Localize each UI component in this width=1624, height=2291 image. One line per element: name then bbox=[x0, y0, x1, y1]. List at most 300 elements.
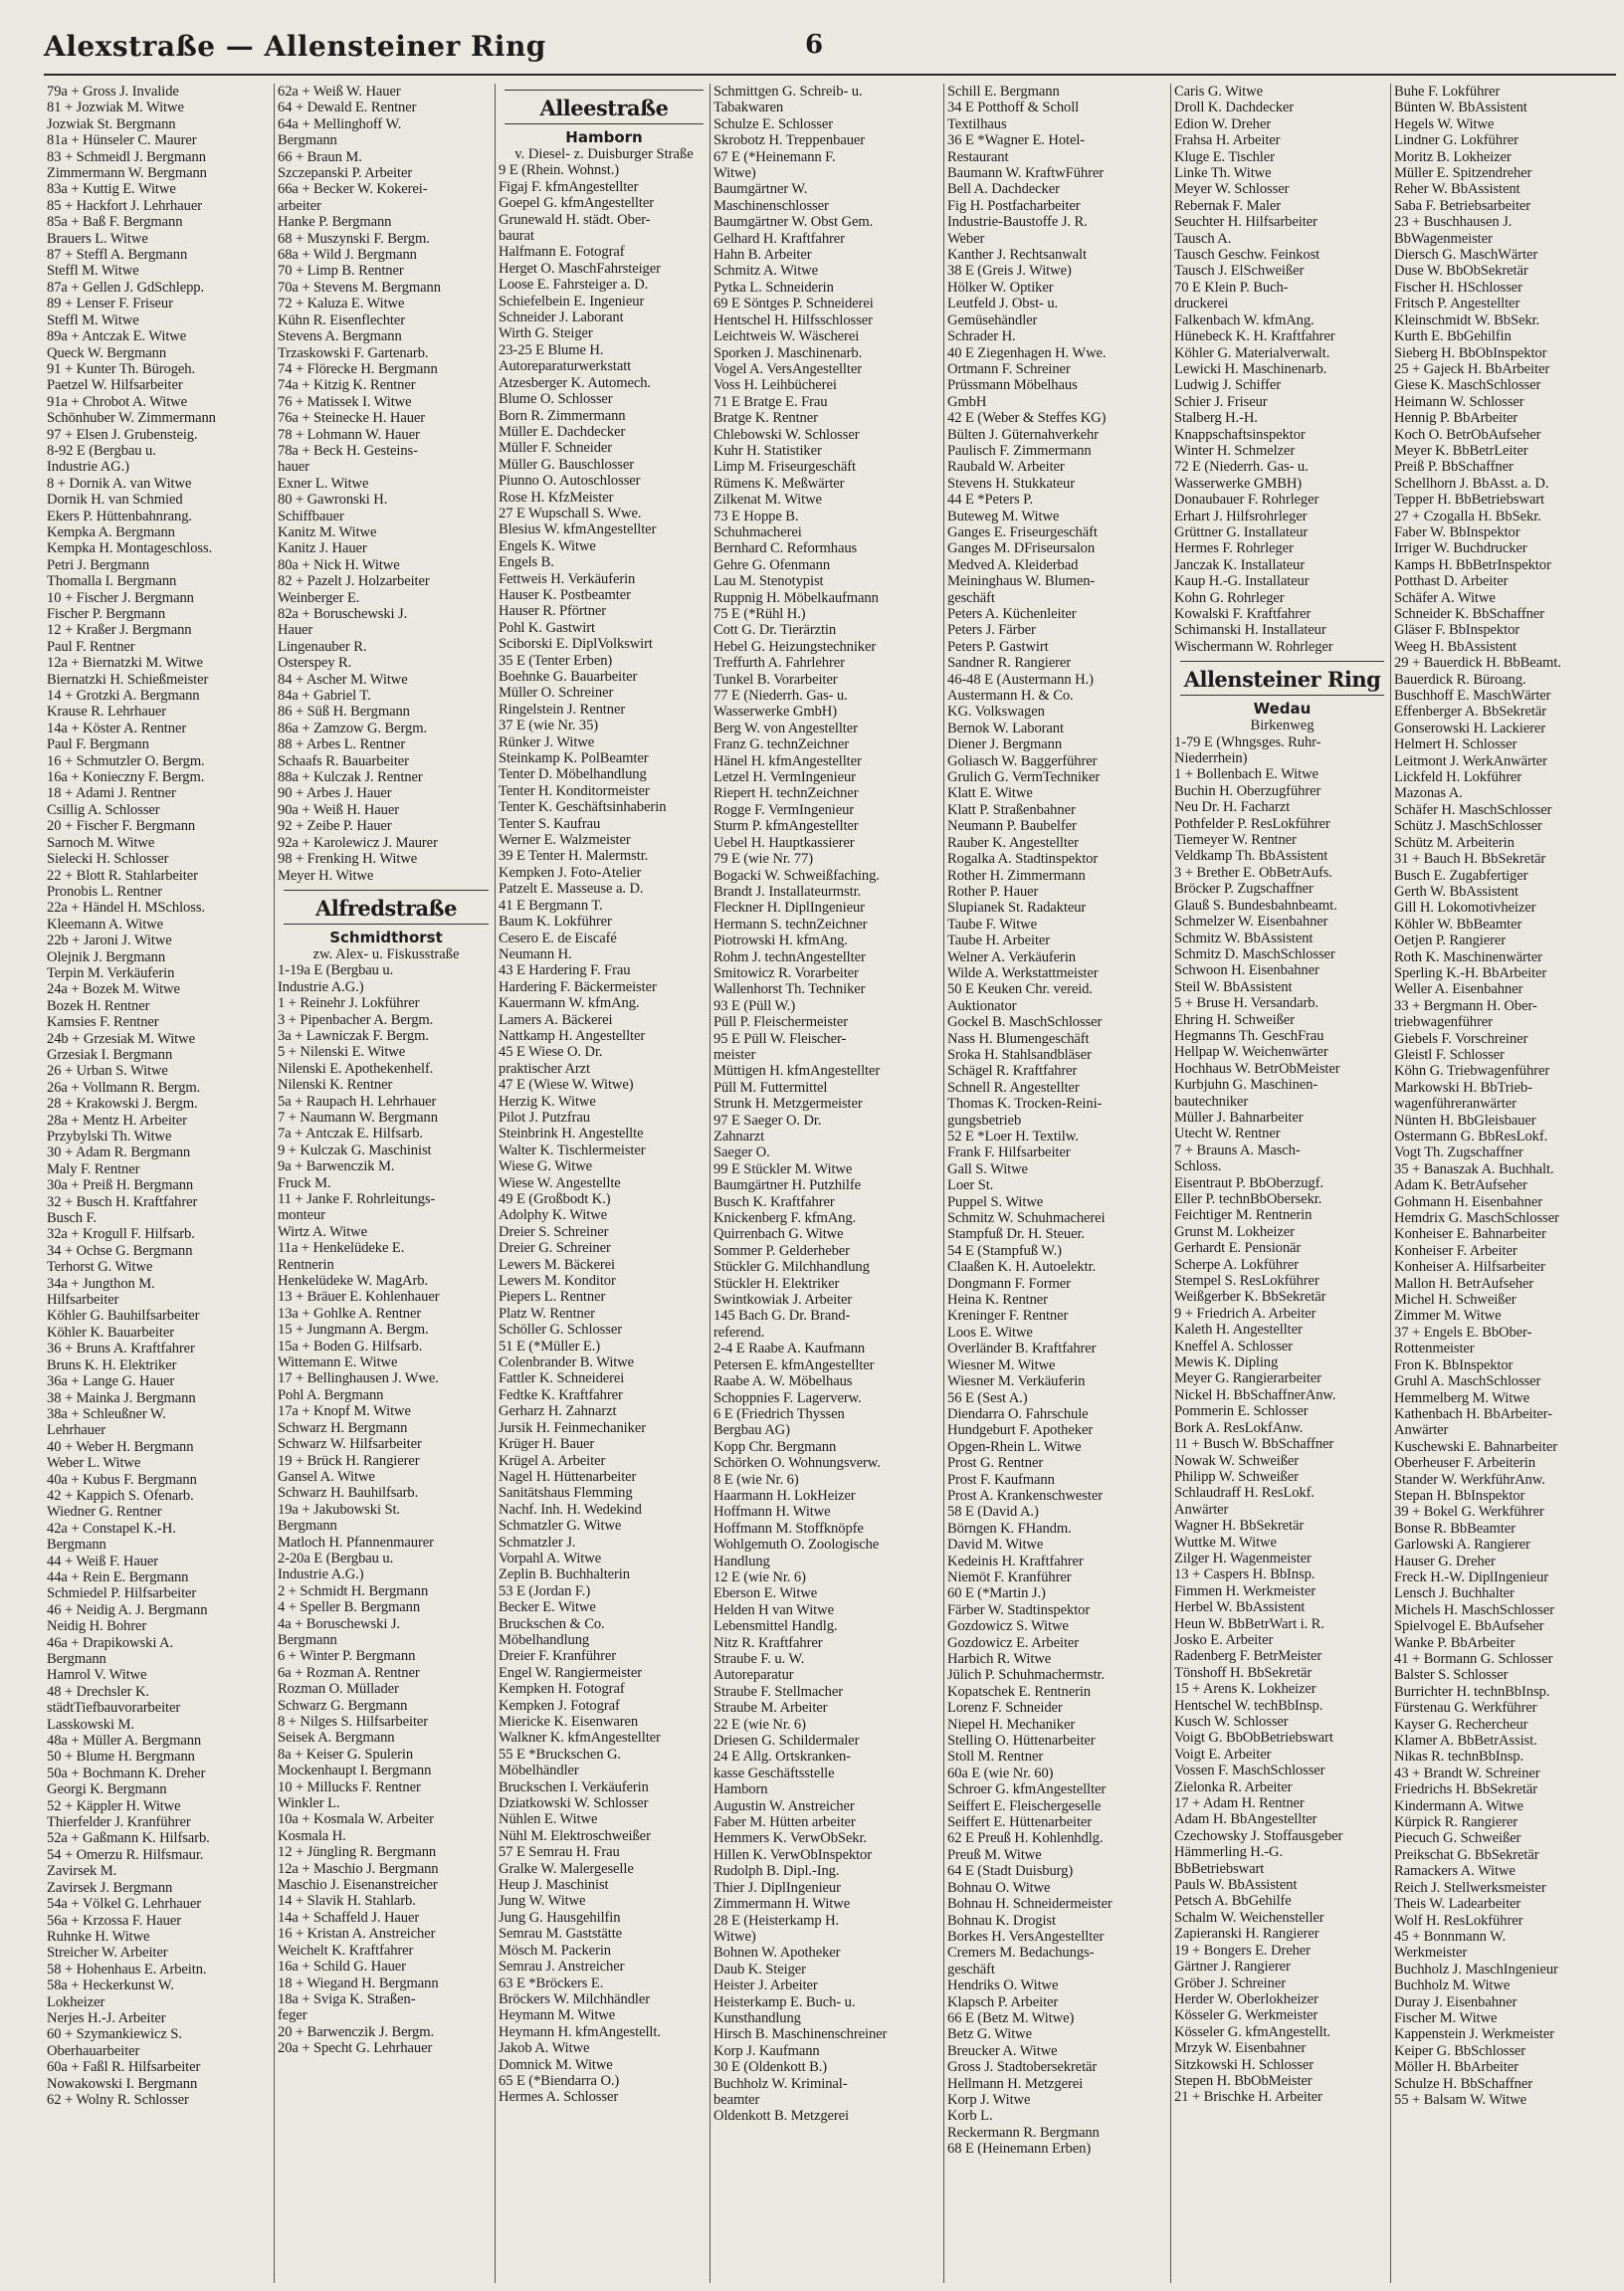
directory-entry: 54 E (Stampfuß W.) bbox=[947, 1242, 1062, 1259]
directory-entry: Bohnen W. Apotheker bbox=[713, 1945, 841, 1962]
directory-entry: Fron K. BbInspektor bbox=[1394, 1356, 1514, 1373]
directory-entry: Lau M. Stenotypist bbox=[713, 573, 824, 590]
directory-entry: 93 E (Püll W.) bbox=[713, 997, 796, 1014]
directory-entry: Mockenhaupt I. Bergmann bbox=[278, 1763, 432, 1779]
directory-entry: 16 + Schmutzler O. Bergm. bbox=[47, 752, 205, 769]
directory-entry: Kempka H. Montageschloss. bbox=[47, 540, 213, 557]
directory-entry: Püll P. Fleischermeister bbox=[713, 1014, 849, 1031]
directory-entry: Wilde A. Werkstattmeister bbox=[947, 964, 1099, 981]
page-title: Alexstraße — Allensteiner Ring bbox=[44, 30, 546, 63]
directory-entry: Kaleth H. Angestellter bbox=[1174, 1322, 1303, 1339]
directory-entry: Bergmann bbox=[278, 1631, 337, 1648]
directory-entry: 52 + Käppler H. Witwe bbox=[47, 1797, 181, 1814]
directory-entry: Hemdrix G. MaschSchlosser bbox=[1394, 1210, 1559, 1227]
directory-entry: Ludwig J. Schiffer bbox=[1174, 377, 1281, 394]
directory-entry: Zilkenat M. Witwe bbox=[713, 492, 822, 509]
directory-entry: 82a + Boruschewski J. bbox=[278, 606, 408, 622]
directory-entry: 40a + Kubus F. Bergmann bbox=[47, 1471, 197, 1488]
directory-entry: 98 + Frenking H. Witwe bbox=[278, 851, 418, 868]
directory-entry: 8-92 E (Bergbau u. bbox=[47, 442, 156, 459]
directory-entry: Patzelt E. Masseuse a. D. bbox=[499, 881, 644, 898]
directory-entry: 95 E Püll W. Fleischer- bbox=[713, 1030, 847, 1047]
directory-entry: Steinkamp K. PolBeamter bbox=[499, 750, 649, 767]
directory-entry: 44 E *Peters P. bbox=[947, 492, 1034, 509]
directory-entry: 47 E (Wiese W. Witwe) bbox=[499, 1077, 634, 1094]
directory-entry: Busch F. bbox=[47, 1210, 97, 1227]
directory-entry: 83a + Kuttig E. Witwe bbox=[47, 181, 176, 198]
directory-entry: Petsch A. BbGehilfe bbox=[1174, 1893, 1292, 1910]
directory-entry: Peters J. Färber bbox=[947, 622, 1036, 639]
directory-entry: Börngen K. FHandm. bbox=[947, 1520, 1072, 1537]
directory-entry: 88 + Arbes L. Rentner bbox=[278, 736, 406, 753]
directory-entry: 38 + Mainka J. Bergmann bbox=[47, 1389, 196, 1406]
directory-entry: 29 + Bauerdick H. BbBeamt. bbox=[1394, 655, 1561, 672]
directory-entry: 49 E (Großbodt K.) bbox=[499, 1191, 611, 1207]
directory-entry: 90a + Weiß H. Hauer bbox=[278, 801, 400, 818]
directory-entry: 89 + Lenser F. Friseur bbox=[47, 296, 173, 312]
directory-entry: 73 E Hoppe B. bbox=[713, 508, 799, 524]
directory-entry: 6 E (Friedrich Thyssen bbox=[713, 1405, 845, 1422]
directory-entry: Tönshoff H. BbSekretär bbox=[1174, 1664, 1313, 1681]
directory-entry: Helden H van Witwe bbox=[713, 1601, 834, 1618]
directory-entry: Fattler K. Schneiderei bbox=[499, 1370, 625, 1387]
directory-entry: Gall S. Witwe bbox=[947, 1160, 1028, 1177]
directory-entry: 64 E (Stadt Duisburg) bbox=[947, 1863, 1074, 1880]
directory-entry: praktischer Arzt bbox=[499, 1060, 591, 1077]
directory-entry: Uebel H. Hauptkassierer bbox=[713, 834, 855, 851]
directory-entry: Steffl M. Witwe bbox=[47, 263, 139, 280]
directory-entry: Meyer G. Rangierarbeiter bbox=[1174, 1370, 1321, 1387]
directory-entry: Bergmann bbox=[47, 1651, 106, 1667]
directory-entry: Lewers M. Konditor bbox=[499, 1273, 616, 1290]
directory-entry: Kuschewski E. Bahnarbeiter bbox=[1394, 1438, 1557, 1455]
directory-entry: Stempel S. ResLokführer bbox=[1174, 1273, 1320, 1290]
directory-entry: Wohlgemuth O. Zoologische bbox=[713, 1537, 880, 1554]
directory-entry: 17 + Adam H. Rentner bbox=[1174, 1795, 1305, 1812]
directory-entry: Nowakowski I. Bergmann bbox=[47, 2075, 198, 2092]
directory-entry: Thomas K. Trocken-Reini- bbox=[947, 1096, 1103, 1113]
directory-entry: Hilfsarbeiter bbox=[47, 1292, 119, 1309]
directory-entry: Müller E. Spitzendreher bbox=[1394, 165, 1532, 182]
directory-entry: 77 E (Niederrh. Gas- u. bbox=[713, 688, 848, 705]
directory-entry: Sommer P. Gelderheber bbox=[713, 1242, 850, 1259]
directory-entry: Buchin H. Oberzugführer bbox=[1174, 782, 1321, 799]
directory-entry: Cott G. Dr. Tierärztin bbox=[713, 622, 837, 639]
directory-entry: Fruck M. bbox=[278, 1174, 331, 1191]
directory-entry: Korb L. bbox=[947, 2108, 993, 2125]
directory-entry: Wirth G. Steiger bbox=[499, 325, 593, 342]
directory-entry: Rümens K. Meßwärter bbox=[713, 475, 845, 492]
directory-entry: Rottenmeister bbox=[1394, 1341, 1475, 1357]
directory-entry: Biernatzki H. Schießmeister bbox=[47, 671, 209, 688]
directory-entry: 80a + Nick H. Witwe bbox=[278, 556, 400, 573]
directory-entry: Freck H.-W. DiplIngenieur bbox=[1394, 1568, 1549, 1585]
directory-entry: Bergmann bbox=[278, 1518, 337, 1535]
directory-entry: 45 + Bonnmann W. bbox=[1394, 1928, 1507, 1945]
directory-entry: 70 + Limp B. Rentner bbox=[278, 263, 404, 280]
directory-entry: Industrie A.G.) bbox=[278, 1566, 364, 1583]
directory-entry: Nerjes H.-J. Arbeiter bbox=[47, 2009, 166, 2026]
directory-entry: Wolf H. ResLokführer bbox=[1394, 1912, 1523, 1929]
directory-entry: Wiesner M. Verkäuferin bbox=[947, 1373, 1086, 1390]
directory-entry: Krause R. Lehrhauer bbox=[47, 704, 167, 721]
directory-entry: David M. Witwe bbox=[947, 1537, 1044, 1554]
directory-entry: Autoreparatur bbox=[713, 1667, 794, 1684]
directory-entry: Thier J. DiplIngenieur bbox=[713, 1879, 841, 1896]
directory-entry: 68 E (Heinemann Erben) bbox=[947, 2141, 1092, 2158]
directory-entry: Schmitz W. BbAssistent bbox=[1174, 930, 1314, 946]
directory-entry: Tunkel B. Vorarbeiter bbox=[713, 671, 838, 688]
directory-entry: Grunewald H. städt. Ober- bbox=[499, 211, 651, 228]
directory-entry: Swintkowiak J. Arbeiter bbox=[713, 1292, 853, 1309]
directory-entry: 24 E Allg. Ortskranken- bbox=[713, 1749, 851, 1766]
directory-entry: Edion W. Dreher bbox=[1174, 115, 1271, 132]
directory-entry: Friedrichs H. BbSekretär bbox=[1394, 1781, 1537, 1798]
directory-entry: Smitowicz R. Vorarbeiter bbox=[713, 964, 859, 981]
directory-entry: Kappenstein J. Werkmeister bbox=[1394, 2026, 1554, 2043]
directory-entry: Pytka L. Schneiderin bbox=[713, 279, 834, 296]
directory-entry: Welner A. Verkäuferin bbox=[947, 948, 1076, 965]
directory-entry: Kanitz M. Witwe bbox=[278, 523, 377, 540]
directory-entry: Henkelüdeke W. MagArb. bbox=[278, 1273, 428, 1290]
directory-entry: Duse W. BbObSekretär bbox=[1394, 263, 1528, 280]
directory-entry: Kohn G. Rohrleger bbox=[1174, 589, 1285, 606]
directory-entry: 57 E Semrau H. Frau bbox=[499, 1844, 620, 1861]
directory-entry: Schaafs R. Bauarbeiter bbox=[278, 752, 409, 769]
directory-entry: Kauermann W. kfmAng. bbox=[499, 995, 640, 1012]
directory-entry: Nünten H. BbGleisbauer bbox=[1394, 1112, 1536, 1129]
directory-entry: Bernok W. Laborant bbox=[947, 720, 1064, 736]
directory-entry: Tenter S. Kaufrau bbox=[499, 815, 601, 832]
directory-entry: 58 + Hohenhaus E. Arbeitn. bbox=[47, 1961, 207, 1978]
directory-entry: Gärtner J. Rangierer bbox=[1174, 1959, 1291, 1976]
directory-entry: Winkler L. bbox=[278, 1795, 340, 1812]
directory-entry: Bernhard C. Reformhaus bbox=[713, 540, 858, 557]
directory-entry: 28a + Mentz H. Arbeiter bbox=[47, 1112, 187, 1129]
directory-entry: Stalberg H.-H. bbox=[1174, 410, 1258, 427]
directory-column-3 bbox=[495, 84, 710, 2283]
directory-entry: 1 + Bollenbach E. Witwe bbox=[1174, 766, 1319, 783]
directory-entry: Sandner R. Rangierer bbox=[947, 655, 1072, 672]
directory-entry: Dreier S. Schreiner bbox=[499, 1223, 609, 1240]
directory-entry: Nitz R. Kraftfahrer bbox=[713, 1634, 823, 1651]
directory-entry: Sperling K.-H. BbArbeiter bbox=[1394, 964, 1547, 981]
directory-entry: Loer St. bbox=[947, 1177, 994, 1194]
directory-entry: 53 E (Jordan F.) bbox=[499, 1582, 591, 1599]
directory-entry: Industrie AG.) bbox=[47, 459, 129, 476]
directory-column-1 bbox=[44, 84, 273, 2283]
directory-entry: Lebensmittel Handlg. bbox=[713, 1618, 838, 1635]
directory-entry: Eberson E. Witwe bbox=[713, 1585, 818, 1602]
directory-entry: Klapsch P. Arbeiter bbox=[947, 1993, 1059, 2010]
directory-entry: 42a + Constapel K.-H. bbox=[47, 1520, 176, 1537]
directory-entry: Schwarz H. Bergmann bbox=[278, 1419, 408, 1436]
directory-entry: Tabakwaren bbox=[713, 100, 784, 116]
directory-entry: Oldenkott B. Metzgerei bbox=[713, 2108, 849, 2125]
directory-entry: Ortmann F. Schreiner bbox=[947, 360, 1071, 377]
directory-entry: Schwarz W. Hilfsarbeiter bbox=[278, 1436, 422, 1453]
directory-entry: Ganges E. Friseurgeschäft bbox=[947, 523, 1098, 540]
directory-entry: 12 + Jüngling R. Bergmann bbox=[278, 1844, 437, 1861]
directory-entry: Bogacki W. Schweißfaching. bbox=[713, 867, 880, 884]
directory-entry: 91a + Chrobot A. Witwe bbox=[47, 393, 187, 410]
directory-entry: Grulich G. VermTechniker bbox=[947, 769, 1101, 786]
directory-entry: Peters P. Gastwirt bbox=[947, 638, 1049, 655]
directory-entry: Niepel H. Mechaniker bbox=[947, 1716, 1076, 1733]
directory-entry: Halfmann E. Fotograf bbox=[499, 244, 625, 261]
directory-entry: 12a + Biernatzki M. Witwe bbox=[47, 655, 203, 672]
directory-entry: 8 + Nilges S. Hilfsarbeiter bbox=[278, 1714, 429, 1730]
directory-entry: Buchholz M. Witwe bbox=[1394, 1978, 1511, 1994]
directory-entry: Caris G. Witwe bbox=[1174, 84, 1263, 100]
directory-entry: 76 + Matissek I. Witwe bbox=[278, 393, 412, 410]
directory-entry: 11a + Henkelüdeke E. bbox=[278, 1240, 405, 1257]
directory-entry: Gruhl A. MaschSchlosser bbox=[1394, 1373, 1541, 1390]
directory-entry: Lamers A. Bäckerei bbox=[499, 1011, 613, 1028]
directory-entry: Hanke P. Bergmann bbox=[278, 214, 392, 231]
directory-entry: 8 + Dornik A. van Witwe bbox=[47, 475, 192, 492]
directory-entry: Diersch G. MaschWärter bbox=[1394, 247, 1538, 264]
directory-entry: Bohnau H. Schneidermeister bbox=[947, 1896, 1113, 1913]
directory-entry: 36a + Lange G. Hauer bbox=[47, 1373, 175, 1390]
directory-entry: Piotrowski H. kfmAng. bbox=[713, 933, 848, 949]
directory-entry: Kanther J. Rechtsanwalt bbox=[947, 247, 1087, 264]
directory-entry: Petersen E. kfmAngestellter bbox=[713, 1356, 875, 1373]
directory-entry: Hämmerling H.-G. bbox=[1174, 1844, 1284, 1861]
directory-entry: Bergmann bbox=[278, 132, 337, 149]
directory-entry: 10 + Millucks F. Rentner bbox=[278, 1778, 421, 1795]
directory-entry: Ramackers A. Witwe bbox=[1394, 1863, 1516, 1880]
directory-entry: Lewicki H. Maschinenarb. bbox=[1174, 360, 1327, 377]
directory-entry: Nilenski K. Rentner bbox=[278, 1077, 393, 1094]
directory-entry: Rother H. Zimmermann bbox=[947, 867, 1086, 884]
directory-entry: Buschhoff E. MaschWärter bbox=[1394, 688, 1551, 705]
directory-entry: Kurth E. BbGehilfin bbox=[1394, 328, 1512, 345]
directory-entry: Semrau J. Anstreicher bbox=[499, 1959, 625, 1976]
directory-entry: Kempken J. Fotograf bbox=[499, 1697, 620, 1714]
directory-entry: Straube F. Stellmacher bbox=[713, 1683, 843, 1700]
directory-entry: 37 E (wie Nr. 35) bbox=[499, 718, 599, 734]
directory-entry: Sturm P. kfmAngestellter bbox=[713, 818, 859, 835]
directory-entry: Czechowsky J. Stoffausgeber bbox=[1174, 1827, 1343, 1844]
directory-entry: Schäfer H. MaschSchlosser bbox=[1394, 801, 1552, 818]
directory-entry: Hoffmann H. Witwe bbox=[713, 1504, 831, 1521]
directory-entry: Fritsch P. Angestellter bbox=[1394, 296, 1521, 312]
directory-entry: wagenführeranwärter bbox=[1394, 1096, 1517, 1113]
directory-entry: 9 + Kulczak G. Maschinist bbox=[278, 1142, 432, 1158]
directory-entry: 15 + Jungmann A. Bergm. bbox=[278, 1322, 429, 1339]
directory-entry: Schütz J. MaschSchlosser bbox=[1394, 818, 1542, 835]
directory-entry: Hundgeburt F. Apotheker bbox=[947, 1422, 1094, 1439]
directory-entry: Kleemann A. Witwe bbox=[47, 916, 164, 933]
directory-entry: Brandt J. Installateurmstr. bbox=[713, 883, 862, 900]
directory-entry: Vorpahl A. Witwe bbox=[499, 1550, 602, 1566]
directory-entry: 56 E (Sest A.) bbox=[947, 1389, 1028, 1406]
directory-entry: Heisterkamp E. Buch- u. bbox=[713, 1993, 856, 2010]
directory-entry: Kanitz J. Hauer bbox=[278, 540, 367, 557]
directory-entry: Handlung bbox=[713, 1553, 770, 1569]
directory-entry: 79a + Gross J. Invalide bbox=[47, 84, 179, 100]
directory-entry: Gröber J. Schreiner bbox=[1174, 1975, 1286, 1991]
directory-entry: Hennig P. BbArbeiter bbox=[1394, 410, 1519, 427]
directory-entry: 42 E (Weber & Steffes KG) bbox=[947, 410, 1107, 427]
directory-entry: Figaj F. kfmAngestellter bbox=[499, 178, 639, 195]
directory-entry: Nühl M. Elektroschweißer bbox=[499, 1827, 651, 1844]
directory-entry: triebwagenführer bbox=[1394, 1014, 1493, 1031]
directory-entry: Goliasch W. Baggerführer bbox=[947, 752, 1098, 769]
directory-entry: Voigt E. Arbeiter bbox=[1174, 1746, 1272, 1763]
directory-entry: Slupianek St. Radakteur bbox=[947, 900, 1087, 917]
directory-entry: Lehrhauer bbox=[47, 1422, 106, 1439]
directory-entry: Neidig H. Bohrer bbox=[47, 1618, 147, 1635]
directory-entry: Gonserowski H. Lackierer bbox=[1394, 720, 1545, 736]
directory-entry: Wuttke M. Witwe bbox=[1174, 1534, 1277, 1551]
district-name: Hamborn bbox=[565, 128, 643, 146]
directory-entry: Weeg H. BbAssistent bbox=[1394, 638, 1517, 655]
directory-entry: druckerei bbox=[1174, 296, 1229, 312]
directory-entry: Feichtiger M. Rentnerin bbox=[1174, 1207, 1313, 1224]
directory-entry: Prüssmann Möbelhaus bbox=[947, 377, 1078, 394]
directory-entry: geschäft bbox=[947, 589, 995, 606]
directory-entry: Schöller G. Schlosser bbox=[499, 1322, 622, 1339]
directory-entry: Hegmanns Th. GeschFrau bbox=[1174, 1027, 1324, 1044]
directory-entry: Diendarra O. Fahrschule bbox=[947, 1405, 1089, 1422]
directory-entry: Rother P. Hauer bbox=[947, 883, 1039, 900]
directory-entry: 58 E (David A.) bbox=[947, 1504, 1039, 1521]
directory-entry: 36 + Bruns A. Kraftfahrer bbox=[47, 1341, 195, 1357]
directory-entry: 64a + Mellinghoff W. bbox=[278, 115, 402, 132]
directory-entry: 74 + Flörecke H. Bergmann bbox=[278, 360, 438, 377]
directory-entry: Taube F. Witwe bbox=[947, 916, 1037, 933]
directory-entry: 36 E *Wagner E. Hotel- bbox=[947, 132, 1086, 149]
directory-entry: Tenter D. Möbelhandlung bbox=[499, 766, 647, 783]
directory-entry: Gill H. Lokomotivheizer bbox=[1394, 900, 1536, 917]
directory-entry: Csillig A. Schlosser bbox=[47, 801, 160, 818]
directory-entry: Lindner G. Lokführer bbox=[1394, 132, 1519, 149]
directory-entry: 9a + Barwenczik M. bbox=[278, 1158, 395, 1175]
directory-entry: 91 + Kunter Th. Bürogeh. bbox=[47, 360, 196, 377]
directory-entry: Thomalla I. Bergmann bbox=[47, 573, 177, 590]
directory-entry: Harbich R. Witwe bbox=[947, 1651, 1052, 1667]
directory-entry: Schwarz G. Bergmann bbox=[278, 1697, 408, 1714]
directory-entry: Konheiser E. Bahnarbeiter bbox=[1394, 1226, 1546, 1243]
directory-entry: 90 + Arbes J. Hauer bbox=[278, 785, 392, 802]
directory-entry: Adam H. BbAngestellter bbox=[1174, 1811, 1318, 1828]
street-extent: Birkenweg bbox=[1250, 718, 1315, 734]
directory-entry: Klamer A. BbBetrAssist. bbox=[1394, 1733, 1537, 1750]
directory-entry: Hirsch B. Maschinenschreiner bbox=[713, 2026, 888, 2043]
directory-entry: 81a + Hünseler C. Maurer bbox=[47, 132, 197, 149]
directory-entry: Nowak W. Schweißer bbox=[1174, 1452, 1300, 1469]
directory-entry: Reich J. Stellwerksmeister bbox=[1394, 1879, 1546, 1896]
directory-entry: 8 E (wie Nr. 6) bbox=[713, 1471, 799, 1488]
directory-entry: 5 + Nilenski E. Witwe bbox=[278, 1044, 406, 1061]
directory-entry: 50 + Blume H. Bergmann bbox=[47, 1749, 195, 1766]
directory-entry: 5 + Bruse H. Versandarb. bbox=[1174, 995, 1319, 1012]
directory-entry: GmbH bbox=[947, 393, 987, 410]
directory-entry: Leutfeld J. Obst- u. bbox=[947, 296, 1059, 312]
directory-entry: Autoreparaturwerkstatt bbox=[499, 358, 632, 375]
directory-entry: Adolphy K. Witwe bbox=[499, 1207, 608, 1224]
directory-entry: Neu Dr. H. Facharzt bbox=[1174, 799, 1291, 816]
directory-entry: Weißgerber K. BbSekretär bbox=[1174, 1289, 1326, 1306]
directory-entry: 78a + Beck H. Gesteins- bbox=[278, 442, 418, 459]
directory-entry: 4 + Speller B. Bergmann bbox=[278, 1599, 421, 1616]
directory-entry: 97 E Saeger O. Dr. bbox=[713, 1112, 822, 1129]
directory-entry: Fimmen H. Werkmeister bbox=[1174, 1582, 1316, 1599]
directory-entry: beamter bbox=[713, 2091, 760, 2108]
directory-entry: Nikas R. technBbInsp. bbox=[1394, 1749, 1524, 1766]
directory-entry: Dreier F. Kranführer bbox=[499, 1648, 616, 1665]
directory-entry: 72 + Kaluza E. Witwe bbox=[278, 296, 405, 312]
directory-entry: Schloss. bbox=[1174, 1158, 1222, 1175]
directory-entry: Raubald W. Arbeiter bbox=[947, 459, 1065, 476]
directory-entry: 20 + Barwenczik J. Bergm. bbox=[278, 2023, 435, 2040]
directory-entry: Schalm W. Weichensteller bbox=[1174, 1909, 1324, 1926]
directory-entry: 62 E Preuß H. Kohlenhdlg. bbox=[947, 1830, 1104, 1847]
directory-entry: 21 + Brischke H. Arbeiter bbox=[1174, 2089, 1322, 2106]
directory-entry: Preiß P. BbSchaffner bbox=[1394, 459, 1514, 476]
directory-entry: 32a + Krogull F. Hilfsarb. bbox=[47, 1226, 195, 1243]
directory-entry: Overländer B. Kraftfahrer bbox=[947, 1341, 1097, 1357]
directory-entry: 79 E (wie Nr. 77) bbox=[713, 851, 814, 868]
directory-entry: Bell A. Dachdecker bbox=[947, 181, 1060, 198]
directory-entry: Kayser G. Rechercheur bbox=[1394, 1716, 1528, 1733]
directory-entry: baurat bbox=[499, 228, 534, 245]
directory-entry: monteur bbox=[278, 1207, 325, 1224]
directory-entry: Kempken J. Foto-Atelier bbox=[499, 864, 642, 881]
directory-entry: Hermes F. Rohrleger bbox=[1174, 540, 1294, 557]
directory-entry: Limp M. Friseurgeschäft bbox=[713, 459, 856, 476]
directory-entry: Walter K. Tischlermeister bbox=[499, 1142, 646, 1158]
directory-entry: Michels H. MaschSchlosser bbox=[1394, 1601, 1554, 1618]
directory-entry: 67 E (*Heinemann F. bbox=[713, 148, 836, 165]
directory-entry: 63 E *Bröckers E. bbox=[499, 1975, 604, 1991]
directory-entry: 55 E *Bruckschen G. bbox=[499, 1746, 621, 1763]
directory-entry: Austermann H. & Co. bbox=[947, 688, 1074, 705]
directory-entry: 18a + Sviga K. Straßen- bbox=[278, 1990, 416, 2007]
directory-entry: 43 + Brandt W. Schreiner bbox=[1394, 1765, 1540, 1781]
directory-entry: Preuß M. Witwe bbox=[947, 1846, 1042, 1863]
directory-entry: 45 E Wiese O. Dr. bbox=[499, 1044, 603, 1061]
directory-entry: Stückler G. Milchhandlung bbox=[713, 1259, 870, 1276]
directory-entry: 84a + Gabriel T. bbox=[278, 688, 371, 705]
directory-entry: Born R. Zimmermann bbox=[499, 407, 626, 424]
directory-entry: Heina K. Rentner bbox=[947, 1292, 1048, 1309]
directory-entry: 12 E (wie Nr. 6) bbox=[713, 1568, 806, 1585]
directory-entry: Blume O. Schlosser bbox=[499, 391, 613, 408]
directory-entry: 60 E (*Martin J.) bbox=[947, 1585, 1046, 1602]
directory-entry: Tenter K. Geschäftsinhaberin bbox=[499, 799, 667, 816]
directory-entry: Auktionator bbox=[947, 997, 1017, 1014]
directory-entry: Fleckner H. DiplIngenieur bbox=[713, 900, 865, 917]
directory-entry: Korp J. Kaufmann bbox=[713, 2042, 820, 2059]
directory-entry: 6a + Rozman A. Rentner bbox=[278, 1664, 420, 1681]
directory-entry: Schmitz W. Schuhmacherei bbox=[947, 1210, 1106, 1227]
directory-entry: 39 E Tenter H. Malermstr. bbox=[499, 848, 649, 865]
directory-entry: Strunk H. Metzgermeister bbox=[713, 1096, 863, 1113]
directory-entry: Chlebowski W. Schlosser bbox=[713, 426, 860, 443]
directory-entry: Trzaskowski F. Gartenarb. bbox=[278, 344, 429, 361]
directory-entry: Köhn G. Triebwagenführer bbox=[1394, 1063, 1550, 1080]
directory-entry: Straube F. u. W. bbox=[713, 1651, 805, 1667]
directory-entry: 14 + Grotzki A. Bergmann bbox=[47, 688, 200, 705]
directory-entry: 3 + Pipenbacher A. Bergm. bbox=[278, 1011, 434, 1028]
directory-entry: 76a + Steinecke H. Hauer bbox=[278, 410, 426, 427]
directory-entry: Heymann M. Witwe bbox=[499, 2007, 616, 2024]
directory-entry: Ruppnig H. Möbelkaufmann bbox=[713, 589, 879, 606]
directory-entry: 86 + Süß H. Bergmann bbox=[278, 704, 410, 721]
